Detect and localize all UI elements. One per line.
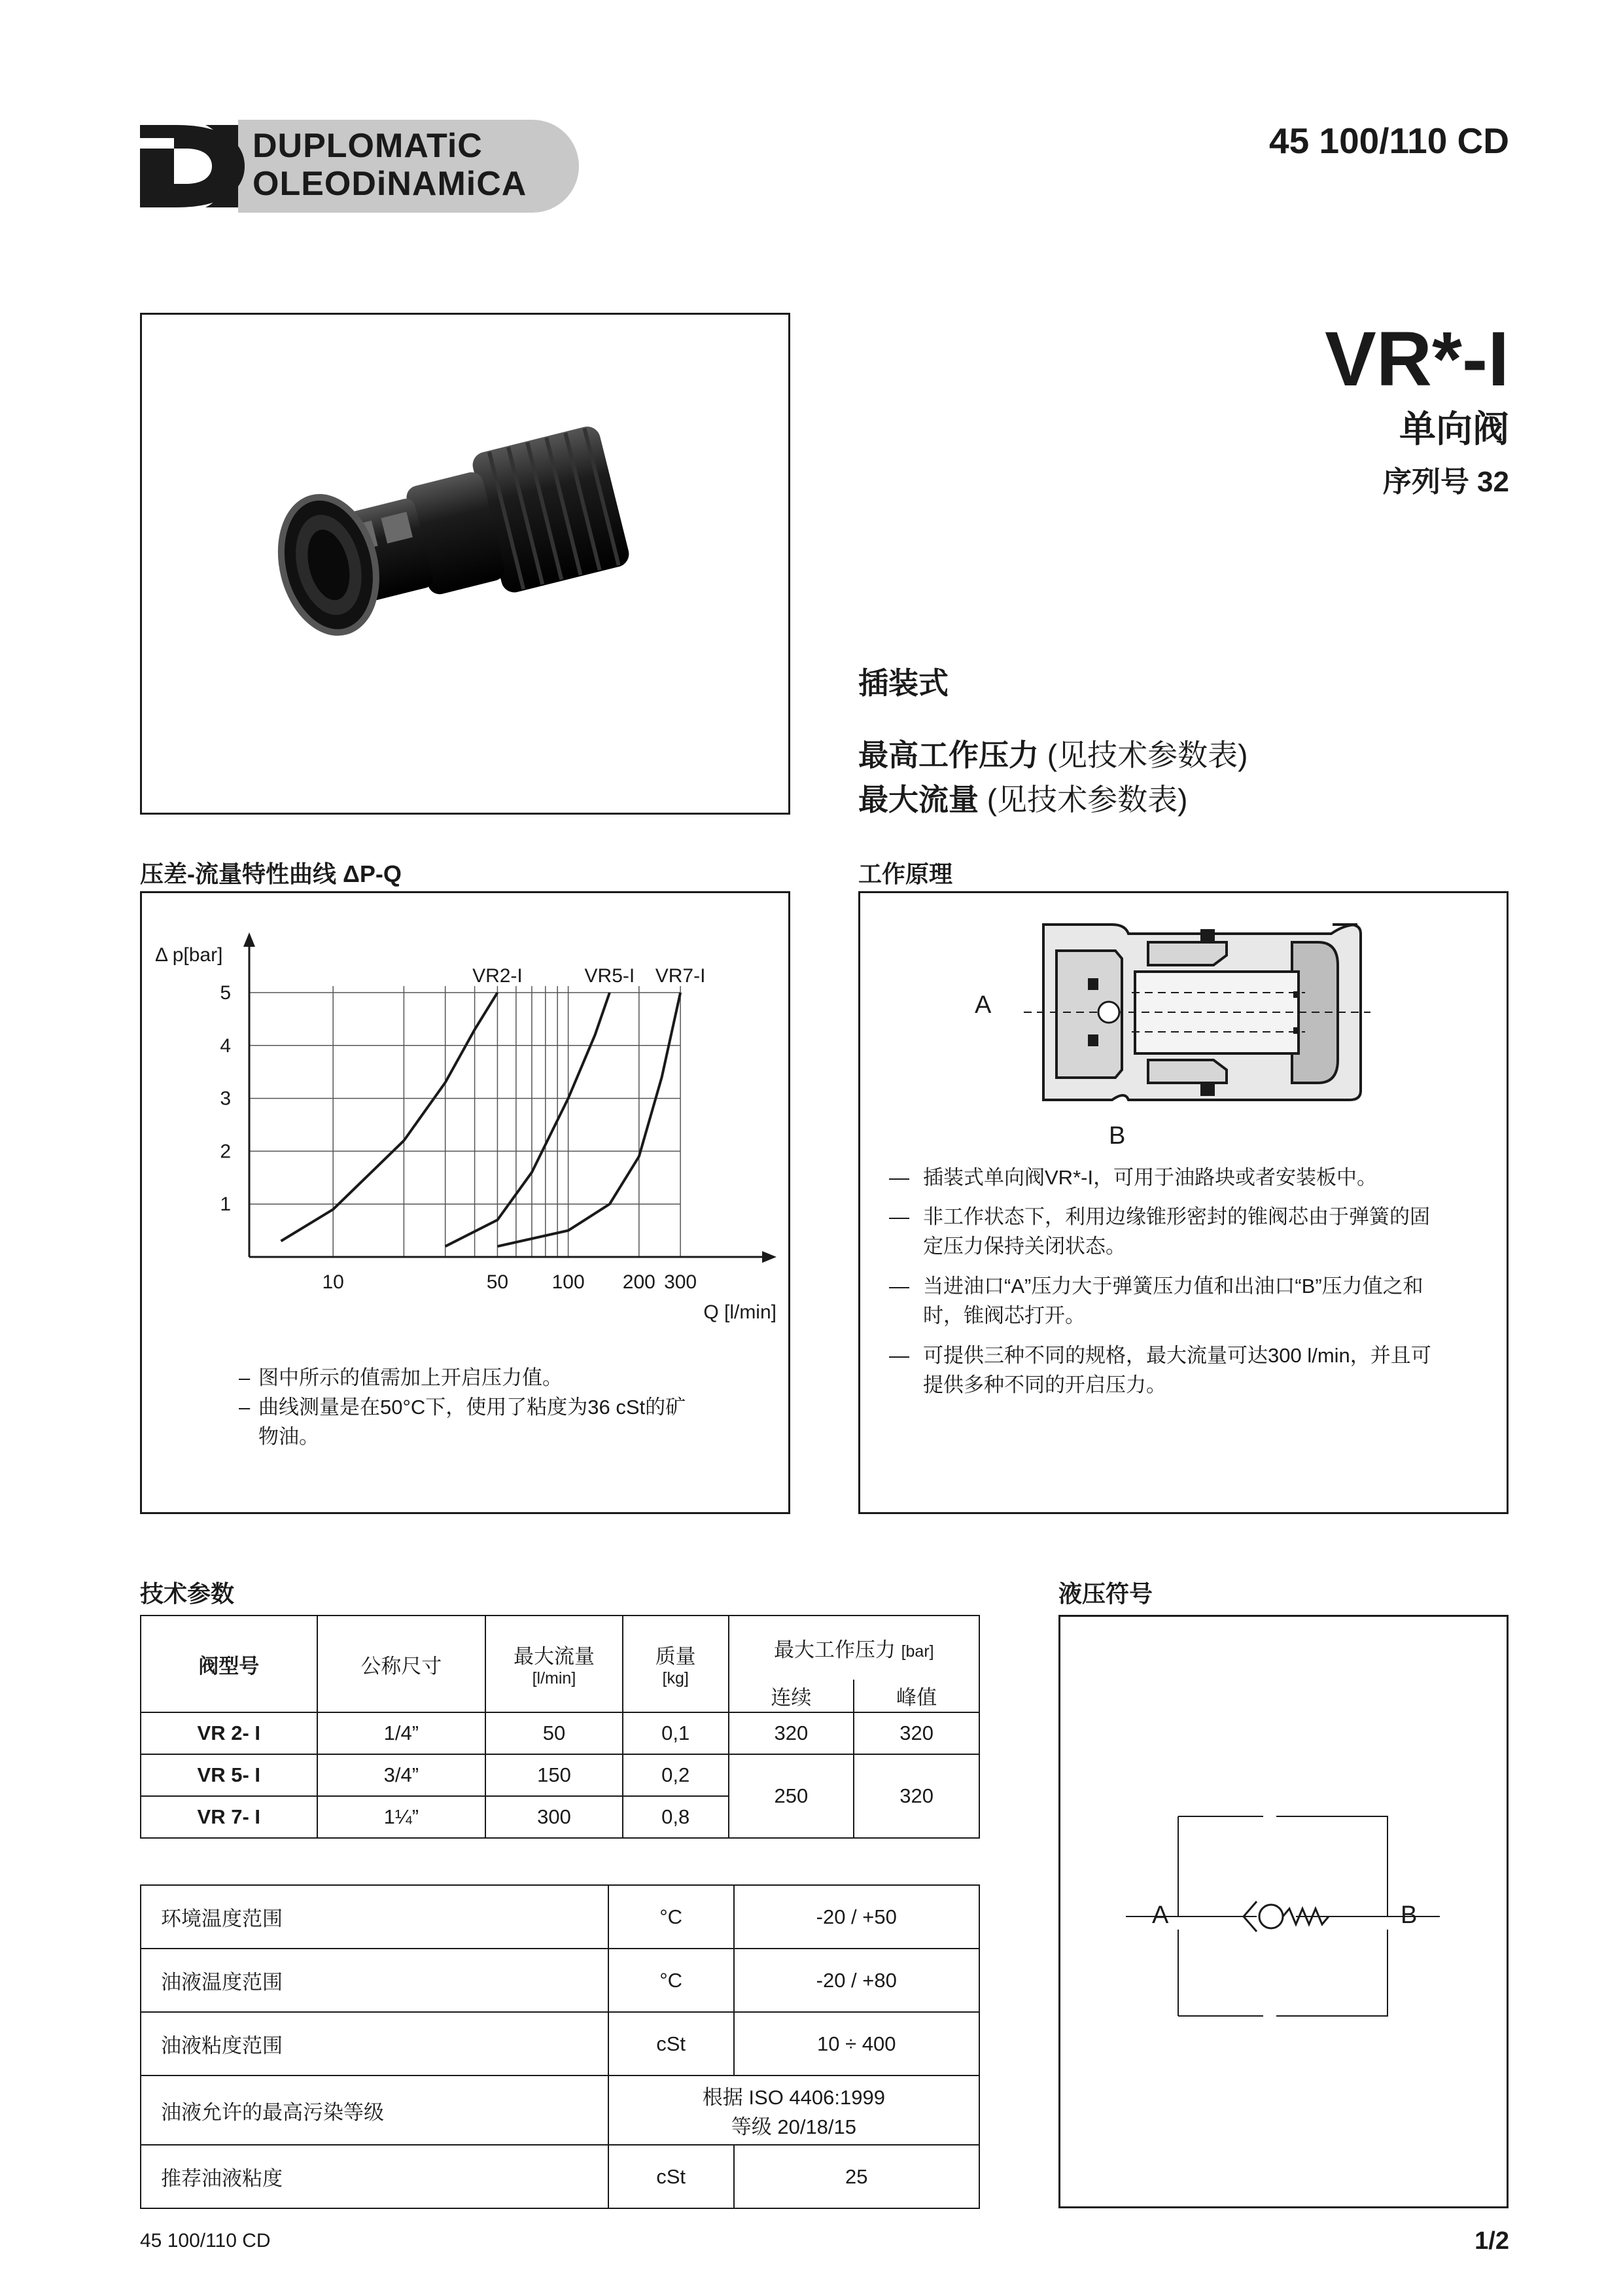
th-mass-unit: [kg] (662, 1669, 689, 1687)
env-unit: cSt (608, 2145, 734, 2208)
x-tick-label: 200 (622, 1271, 655, 1293)
max-pressure-line (858, 732, 1248, 775)
th-model: 阀型号 (141, 1616, 317, 1712)
y-tick-label: 3 (220, 1087, 231, 1110)
principle-bullet-4-line-2: 提供多种不同的开启压力。 (923, 1373, 1166, 1396)
principle-panel: A B — 插装式单向阀VR*-I，可用于油路块或者安装板中。 — 非工作状态下，利用边缘锥形密封的锥阀芯由于弹簧的固 定压力保持关闭状态。 — 当进油口“A”压力大于弹簧压力值和出油口“B”压力值之和 时，锥阀芯打开。 — 可提供三种不同的规格，最大流量可达300 l/min，并且可 提供多种不同的开启压力。 (858, 891, 1509, 1514)
env-value (608, 2075, 979, 2145)
principle-bullet-3-line-2: 时，锥阀芯打开。 (923, 1304, 1085, 1327)
table-row (141, 1949, 979, 2012)
series-label: VR5-I (584, 965, 635, 987)
mounting-type: 插装式 (858, 666, 949, 700)
valve-name: 单向阀 (1399, 408, 1509, 450)
page-number: 1/2 (1475, 2227, 1509, 2255)
th-continuous: 连续 (729, 1680, 854, 1712)
row-cont: 250 (729, 1754, 854, 1838)
principle-bullet-4-line-1: 可提供三种不同的规格，最大流量可达300 l/min，并且可 (923, 1344, 1431, 1367)
table-row (141, 2145, 979, 2208)
max-flow-line (858, 776, 1187, 819)
series-label: VR7-I (655, 965, 706, 987)
env-value-line-1: 根据 ISO 4406:1999 (702, 2086, 885, 2109)
env-label: 推荐油液粘度 (141, 2145, 608, 2208)
principle-port-a: A (975, 991, 992, 1019)
env-unit: °C (608, 1885, 734, 1949)
row-size: 1¼” (317, 1796, 486, 1838)
table-row (141, 1754, 979, 1796)
y-tick-label: 1 (220, 1193, 231, 1216)
principle-heading: 工作原理 (858, 860, 953, 887)
env-label: 环境温度范围 (141, 1885, 608, 1949)
row-cont: 320 (729, 1712, 854, 1754)
x-axis-label: Q [l/min] (703, 1301, 777, 1323)
x-tick-label: 10 (322, 1271, 344, 1293)
th-pressure (729, 1616, 979, 1680)
th-mass-label: 质量 (655, 1645, 696, 1668)
table-row (141, 1712, 979, 1754)
max-pressure-label: 最高工作压力 (858, 738, 1039, 772)
row-mass: 0,2 (623, 1754, 729, 1796)
th-flow-unit: [l/min] (532, 1669, 576, 1687)
series-number: 序列号 32 (1382, 466, 1509, 498)
env-unit: °C (608, 1949, 734, 2012)
table-row (141, 1885, 979, 1949)
env-value: -20 / +50 (734, 1885, 979, 1949)
model-title: VR*-I (1325, 316, 1509, 402)
y-axis-label: Δ p[bar] (155, 944, 223, 966)
principle-port-b: B (1109, 1122, 1126, 1150)
dpq-chart (142, 893, 788, 1323)
dpq-panel: 1 2 3 4 5 10 50 100 200 300 Δ p[bar] Q [l/min] VR2-I VR5-I VR7-I – 图中所示的值需加上开启压力值。 – 曲线测量是在50°C下，使用了粘度为36 cSt的矿 物油。 (140, 891, 790, 1514)
row-peak: 320 (854, 1754, 979, 1838)
env-unit: cSt (608, 2012, 734, 2075)
dpq-heading: 压差-流量特性曲线 ΔP-Q (140, 860, 402, 887)
row-size: 3/4” (317, 1754, 486, 1796)
principle-bullet-2-line-2: 定压力保持关闭状态。 (923, 1235, 1126, 1258)
x-tick-label: 100 (551, 1271, 585, 1293)
check-valve-symbol (1060, 1617, 1507, 2206)
tech-table (140, 1615, 980, 1839)
principle-bullet-1-text: 插装式单向阀VR*-I，可用于油路块或者安装板中。 (923, 1166, 1378, 1189)
max-flow-label: 最大流量 (858, 783, 979, 817)
th-peak: 峰值 (854, 1680, 979, 1712)
dpq-note-3-text: 物油。 (258, 1425, 319, 1448)
doc-code: 45 100/110 CD (1269, 120, 1509, 161)
tech-heading: 技术参数 (140, 1580, 235, 1607)
footer-code: 45 100/110 CD (140, 2230, 271, 2252)
x-tick-label: 50 (486, 1271, 509, 1293)
table-row (141, 2012, 979, 2075)
x-axis-arrow (762, 1251, 777, 1263)
series-label: VR2-I (472, 965, 523, 987)
principle-bullet-2-line-1: 非工作状态下，利用边缘锥形密封的锥阀芯由于弹簧的固 (923, 1205, 1430, 1228)
th-size: 公称尺寸 (317, 1616, 486, 1712)
logo-line-1: DUPLOMATiC (253, 127, 483, 165)
row-size: 1/4” (317, 1712, 486, 1754)
row-model: VR 7- I (141, 1796, 317, 1838)
principle-bullet-3-line-1: 当进油口“A”压力大于弹簧压力值和出油口“B”压力值之和 (923, 1275, 1423, 1298)
y-tick-label: 5 (220, 982, 231, 1004)
dpq-note-2-text: 曲线测量是在50°C下，使用了粘度为36 cSt的矿 (258, 1396, 686, 1419)
env-value: 25 (734, 2145, 979, 2208)
env-label: 油液允许的最高污染等级 (141, 2075, 608, 2145)
env-table (140, 1884, 980, 2209)
th-flow (485, 1616, 623, 1712)
row-model: VR 2- I (141, 1712, 317, 1754)
series-line (445, 993, 610, 1246)
symbol-port-b: B (1401, 1901, 1418, 1929)
max-flow-ref: (见技术参数表) (986, 783, 1188, 817)
series-line (497, 993, 680, 1246)
row-peak: 320 (854, 1712, 979, 1754)
valve-section-drawing (860, 893, 1507, 1168)
company-logo (140, 120, 580, 213)
logo-line-2: OLEODiNAMiCA (253, 165, 527, 203)
product-photo-frame (140, 313, 790, 815)
y-tick-label: 4 (220, 1034, 231, 1057)
symbol-heading: 液压符号 (1058, 1580, 1153, 1607)
row-mass: 0,8 (623, 1796, 729, 1838)
y-tick-label: 2 (220, 1140, 231, 1163)
symbol-port-a: A (1152, 1901, 1169, 1929)
x-tick-label: 300 (664, 1271, 697, 1293)
row-model: VR 5- I (141, 1754, 317, 1796)
row-mass: 0,1 (623, 1712, 729, 1754)
max-pressure-ref: (见技术参数表) (1047, 738, 1248, 772)
th-pressure-unit: [bar] (901, 1642, 934, 1661)
env-label: 油液温度范围 (141, 1949, 608, 2012)
th-mass (623, 1616, 729, 1712)
product-photo (142, 315, 788, 813)
env-value-line-2: 等级 20/18/15 (731, 2115, 857, 2138)
symbol-panel (1058, 1615, 1509, 2208)
row-flow: 300 (485, 1796, 623, 1838)
env-value: -20 / +80 (734, 1949, 979, 2012)
table-row (141, 2075, 979, 2145)
th-pressure-label: 最大工作压力 (773, 1638, 896, 1661)
y-axis-arrow (243, 932, 255, 947)
row-flow: 50 (485, 1712, 623, 1754)
dpq-note-1-text: 图中所示的值需加上开启压力值。 (258, 1366, 563, 1389)
row-flow: 150 (485, 1754, 623, 1796)
env-value: 10 ÷ 400 (734, 2012, 979, 2075)
env-label: 油液粘度范围 (141, 2012, 608, 2075)
th-flow-label: 最大流量 (513, 1645, 595, 1668)
